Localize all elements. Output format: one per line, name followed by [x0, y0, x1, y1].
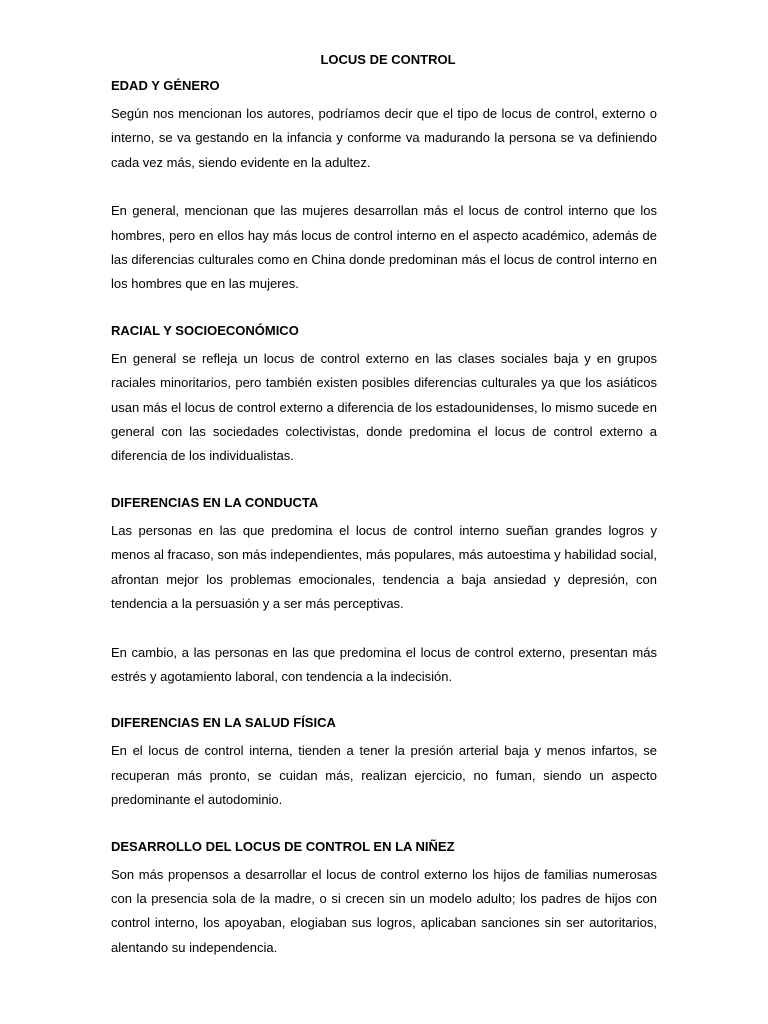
paragraph: Son más propensos a desarrollar el locus de control externo los hijos de familias numerosas con la presencia sola de la madre, o si crecen sin un modelo adulto; los padres de hijos con control interno, los apoyaban, elogiaban sus logros, aplicaban sanciones sin ser autoritarios, alentando su independencia.: [111, 866, 657, 955]
section-heading: DIFERENCIAS EN LA SALUD FÍSICA: [111, 715, 336, 731]
section-salud-fisica: [111, 713, 657, 812]
document-page: [111, 50, 657, 960]
paragraph: En el locus de control interna, tienden a tener la presión arterial baja y menos infartos, se recuperan más pronto, se cuidan más, realizan ejercicio, no fuman, siendo un aspecto predominante el autodominio.: [111, 743, 657, 808]
section-edad-genero: [111, 76, 657, 297]
paragraph: En general, mencionan que las mujeres desarrollan más el locus de control interno que los hombres, pero en ellos hay más locus de control interno en el aspecto académico, además de las diferencias culturales como en China donde predominan más el locus de control interno en los hombres que en las mujeres.: [111, 203, 657, 292]
paragraph: En cambio, a las personas en las que predomina el locus de control externo, presentan más estrés y agotamiento laboral, con tendencia a la indecisión.: [111, 644, 657, 684]
paragraph: Las personas en las que predomina el locus de control interno sueñan grandes logros y menos al fracaso, son más independientes, más populares, más autoestima y habilidad social, afrontan mejor los problemas emocionales, tendencia a baja ansiedad y depresión, con tendencia a la persuasión y a ser más perceptivas.: [111, 522, 657, 612]
section-heading: DESARROLLO DEL LOCUS DE CONTROL EN LA NIÑEZ: [111, 838, 455, 854]
section-desarrollo-ninez: [111, 837, 657, 961]
paragraph: Según nos mencionan los autores, podríamos decir que el tipo de locus de control, externo o interno, se va gestando en la infancia y conforme va madurando la persona se va definiendo cada vez más, siendo evidente en la adultez.: [111, 106, 657, 170]
section-racial-socioeconomico: [111, 321, 657, 469]
section-diferencias-conducta: [111, 493, 657, 689]
section-heading: DIFERENCIAS EN LA CONDUCTA: [111, 494, 319, 510]
section-heading: RACIAL Y SOCIOECONÓMICO: [111, 322, 299, 338]
paragraph: En general se refleja un locus de control externo en las clases sociales baja y en grupos raciales minoritarios, pero también existen posibles diferencias culturales ya que los asiáticos usan más el locus de control externo a diferencia de los estadounidenses, lo mismo sucede en general con las sociedades colectivistas, donde predomina el locus de control externo a diferencia de los individualistas.: [111, 350, 657, 464]
section-heading: EDAD Y GÉNERO: [111, 78, 220, 93]
document-title: LOCUS DE CONTROL: [320, 52, 456, 67]
